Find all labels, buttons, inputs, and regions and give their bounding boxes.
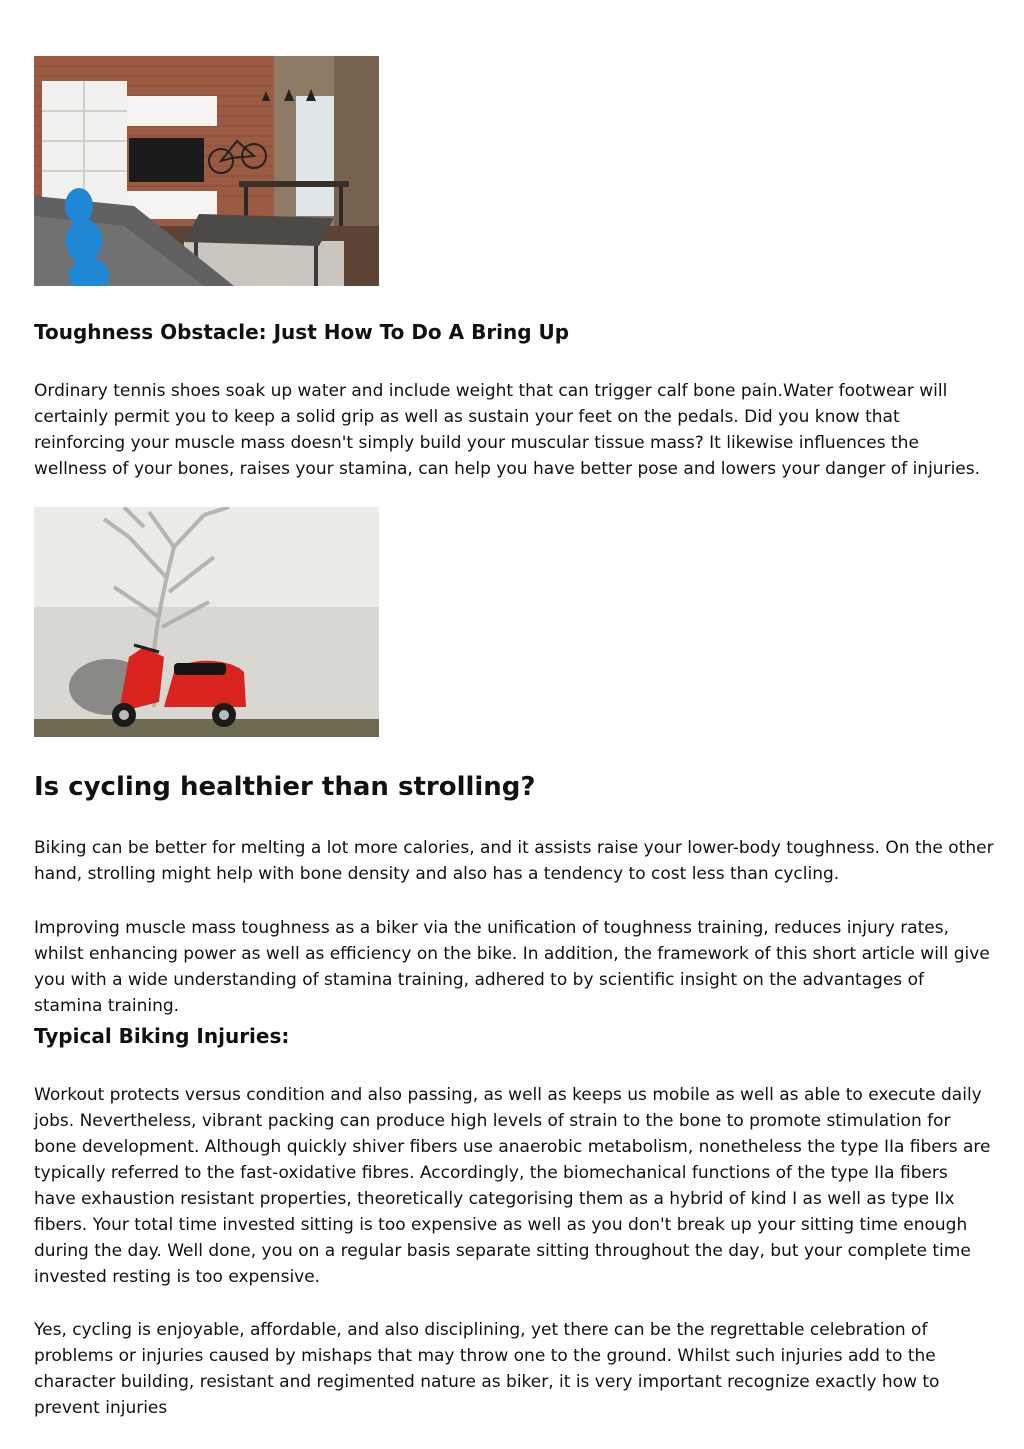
paragraph: Yes, cycling is enjoyable, affordable, and also disciplining, yet there can be the regrettable celebration of problems or injuries caused by mishaps that may throw one to the ground. Whilst such injuries add to the character building, resistant and regimented nature as biker, it is very important recognize exactly how to prevent injuries	[34, 1320, 940, 1418]
section-heading-toughness: Toughness Obstacle: Just How To Do A Bring Up	[34, 320, 570, 344]
paragraph: Improving muscle mass toughness as a biker via the unification of toughness training, reduces injury rates, whilst enhancing power as well as efficiency on the bike. In addition, the framework of this short article will give you with a wide understanding of stamina training, adhered to by scientific insight on the advantages of stamina training.	[34, 918, 990, 1016]
paragraph: Ordinary tennis shoes soak up water and include weight that can trigger calf bone pain.Water footwear will certainly permit you to keep a solid grip as well as sustain your feet on the pedals. Did you know that reinforcing your muscle mass doesn't simply build your muscular tissue mass? It likewise influences the wellness of your bones, raises your stamina, can help you have better pose and lowers your danger of injuries.	[34, 381, 981, 479]
living-room-image	[34, 56, 379, 286]
section-heading-injuries: Typical Biking Injuries:	[34, 1024, 290, 1048]
paragraph: Biking can be better for melting a lot more calories, and it assists raise your lower-body toughness. On the other hand, strolling might help with bone density and also has a tendency to cost less than cycling.	[34, 838, 994, 884]
section-heading-cycling: Is cycling healthier than strolling?	[34, 772, 536, 802]
red-scooter-image	[34, 507, 379, 737]
paragraph: Workout protects versus condition and also passing, as well as keeps us mobile as well as able to execute daily jobs. Nevertheless, vibrant packing can produce high levels of strain to the bone to promote stimulation for bone development. Although quickly shiver fibers use anaerobic metabolism, nonetheless the type IIa fibers are typically referred to the fast-oxidative fibres. Accordingly, the biomechanical functions of the type IIa fibers have exhaustion resistant properties, theoretically categorising them as a hybrid of kind I as well as type IIx fibers. Your total time invested sitting is too expensive as well as you don't break up your sitting time enough during the day. Well done, you on a regular basis separate sitting throughout the day, but your complete time invested resting is too expensive.	[34, 1085, 991, 1287]
